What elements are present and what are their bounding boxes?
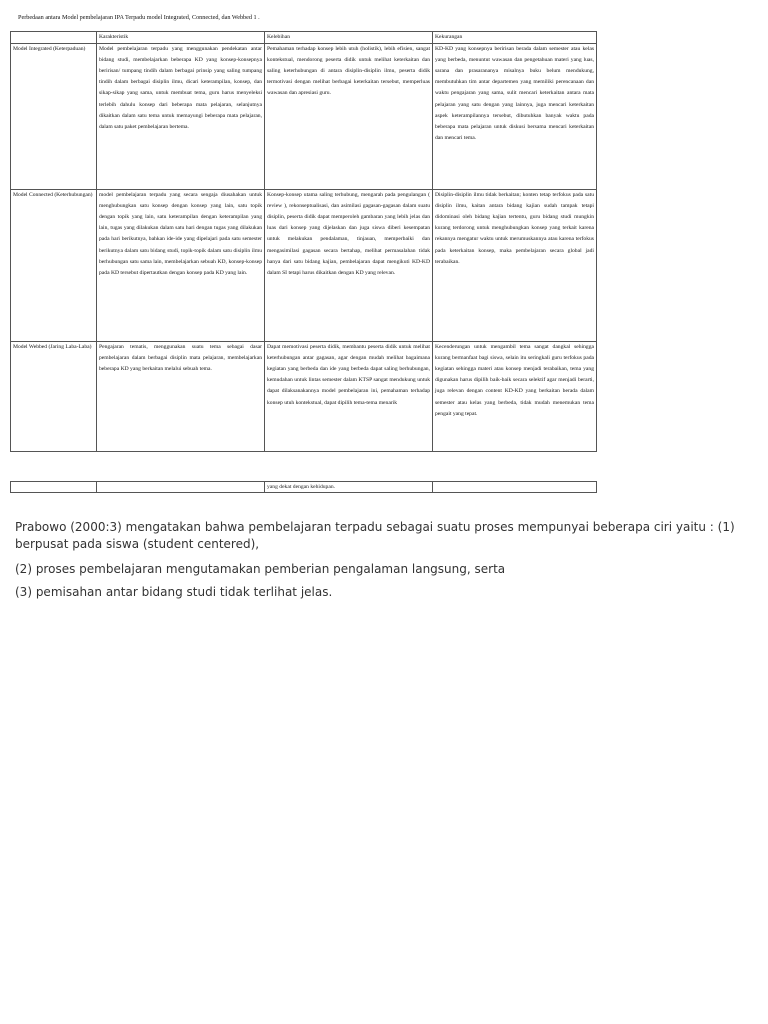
karakteristik-cell: Model pembelajaran terpadu yang menggunakan pendekatan antar bidang studi, membelajarkan beberapa KD yang konsep-konsepnya beririsan/ tumpang tindih dalam berbagai prinsip yang saling tumpang tindih dalam berbagai disiplin ilmu, dicari keterampilan, konsep, dan sikap-sikap yang sama, untuk membuat tema, guru harus menyeleksi terlebih dahulu konsep dari beberapa mata pelajaran, selanjutnya dikaitkan dalam satu tema untuk memayungi beberapa mata pelajaran, dalam satu paket pembelajaran bertema. bbox=[97, 44, 265, 190]
kelebihan-cell: Pemahaman terhadap konsep lebih utuh (holistik), lebih efisien, sangat kontekstual, mendorong peserta didik untuk melihat keterkaitan dan saling keterhubungan di antara disiplin-disiplin ilmu, peserta didik termotivasi dengan melihat berbagai keterkaitan tersebut, memperluas wawasan dan apresiasi guru. bbox=[265, 44, 433, 190]
model-cell: Model Integrated (Keterpaduan) bbox=[11, 44, 97, 190]
table-row bbox=[11, 482, 597, 493]
continuation-cell: yang dekat dengan kehidupan. bbox=[265, 482, 433, 493]
empty-cell bbox=[97, 482, 265, 493]
karakteristik-cell: Pengajaran tematis, menggunakan suatu tema sebagai dasar pembelajaran dalam berbagai disiplin mata pelajaran, membelajarkan beberapa KD yang berkaitan melalui sebuah tema. bbox=[97, 342, 265, 452]
table-row bbox=[11, 190, 597, 342]
kekurangan-cell: Kecenderungan untuk mengambil tema sangat dangkal sehingga kurang bermanfaat bagi siswa, selain itu seringkali guru terfokus pada kegiatan sehingga materi atau konsep menjadi terabaikan, tema yang digunakan harus dipilih baik-baik secara selektif agar menjadi berarti, juga relevan dengan content KD-KD yang berkaitan berada dalam semester atau kelas yang berbeda, tidak mudah menemukan tema pengait yang tepat. bbox=[433, 342, 597, 452]
paragraph-1: Prabowo (2000:3) mengatakan bahwa pembelajaran terpadu sebagai suatu proses mempunyai beberapa ciri yaitu : (1) berpusat pada siswa (student centered), bbox=[15, 520, 735, 551]
kekurangan-cell: KD-KD yang konsepnya beririsan berada dalam semester atau kelas yang berbeda, menuntut wawasan dan pengetahuan materi yang luas, sarana dan prasarananya misalnya buku belum mendukung, membutuhkan tim antar departemen yang memiliki perencanaan dan waktu pengajaran yang sama, sulit mencari keterkaitan antara mata pelajaran yang satu dengan yang lainnya, juga mencari keterkaitan aspek keterampilannya tersebut, dibutuhkan banyak waktu pada beberapa mata pelajaran untuk diskusi bersama mencari keterkaitan dan mencari tema. bbox=[433, 44, 597, 190]
kekurangan-cell: Disiplin-disiplin ilmu tidak berkaitan; konten tetap terfokus pada satu disiplin ilmu, kaitan antara bidang kajian sudah tampak tetapi didominasi oleh bidang kajian tertentu, guru bidang studi mungkin kurang terdorong untuk menghubungkan konsep yang terkait karena rekannya mengatur waktu untuk merumuskannya atau karena terfokus pada keterkaitan konsep, maka pembelajaran secara global jadi terabaikan. bbox=[433, 190, 597, 342]
kelebihan-cell: Konsep-konsep utama saling terhubung, mengarah pada pengulangan ( review ), rekonseptualisasi, dan asimilasi gagasan-gagasan dalam suatu disiplin, peserta didik dapat memperoleh gambaran yang lebih jelas dan luas dari konsep yang dijelaskan dan juga siswa diberi kesempatan untuk melakukan pendalaman, tinjauan, memperbaiki dan mengasimilasi gagasan secara bertahap, melihat permasalahan tidak hanya dari satu bidang kajian, pembelajaran dapat mengikuti KD-KD dalam SI tetapi harus dikaitkan dengan KD yang relevan. bbox=[265, 190, 433, 342]
table-row bbox=[11, 44, 597, 190]
table-caption: Perbedaan antara Model pembelajaran IPA Terpadu model Integrated, Connected, dan Webbed 1 . bbox=[18, 14, 260, 21]
header-model bbox=[11, 32, 97, 44]
table-header-row bbox=[11, 32, 597, 44]
header-kelebihan: Kelebihan bbox=[265, 32, 433, 44]
table-row bbox=[11, 342, 597, 452]
paragraph-3: (3) pemisahan antar bidang studi tidak terlihat jelas. bbox=[15, 585, 333, 599]
header-kekurangan: Kekurangan bbox=[433, 32, 597, 44]
empty-cell bbox=[11, 482, 97, 493]
header-karakteristik: Karakteristik bbox=[97, 32, 265, 44]
karakteristik-cell: model pembelajaran terpadu yang secara sengaja diusahakan untuk menghubungkan satu konsep dengan konsep yang lain, satu topik dengan topik yang lain, satu keterampilan dengan keterampilan yang lain, tugas yang dilakukan dalam satu hari dengan tugas yang dilakukan pada hari berikutnya, bahkan ide-ide yang dipelajari pada satu semester berikutnya dalam satu bidang studi, topik-topik dalam satu disiplin ilmu berhubungan satu sama lain, membelajarkan sebuah KD, konsep-konsep pada KD tersebut dipertautkan dengan konsep pada KD yang lain. bbox=[97, 190, 265, 342]
continuation-table bbox=[10, 481, 597, 493]
model-cell: Model Connected (Keterhubungan) bbox=[11, 190, 97, 342]
model-cell: Model Webbed (Jaring Laba-Laba) bbox=[11, 342, 97, 452]
kelebihan-cell: Dapat memotivasi peserta didik, membantu peserta didik untuk melihat keterhubungan antar gagasan, agar dengan mudah melihat bagaimana kegiatan yang berbeda dan ide yang berbeda dapat saling berhubungan, kemudahan untuk lintas semester dalam KTSP sangat mendukung untuk dapat dilaksanakannya model pembelajaran ini, pemahaman terhadap konsep utuh kontekstual, dapat dipilih tema-tema menarik bbox=[265, 342, 433, 452]
empty-cell bbox=[433, 482, 597, 493]
comparison-table bbox=[10, 31, 597, 452]
paragraph-2: (2) proses pembelajaran mengutamakan pemberian pengalaman langsung, serta bbox=[15, 562, 506, 576]
